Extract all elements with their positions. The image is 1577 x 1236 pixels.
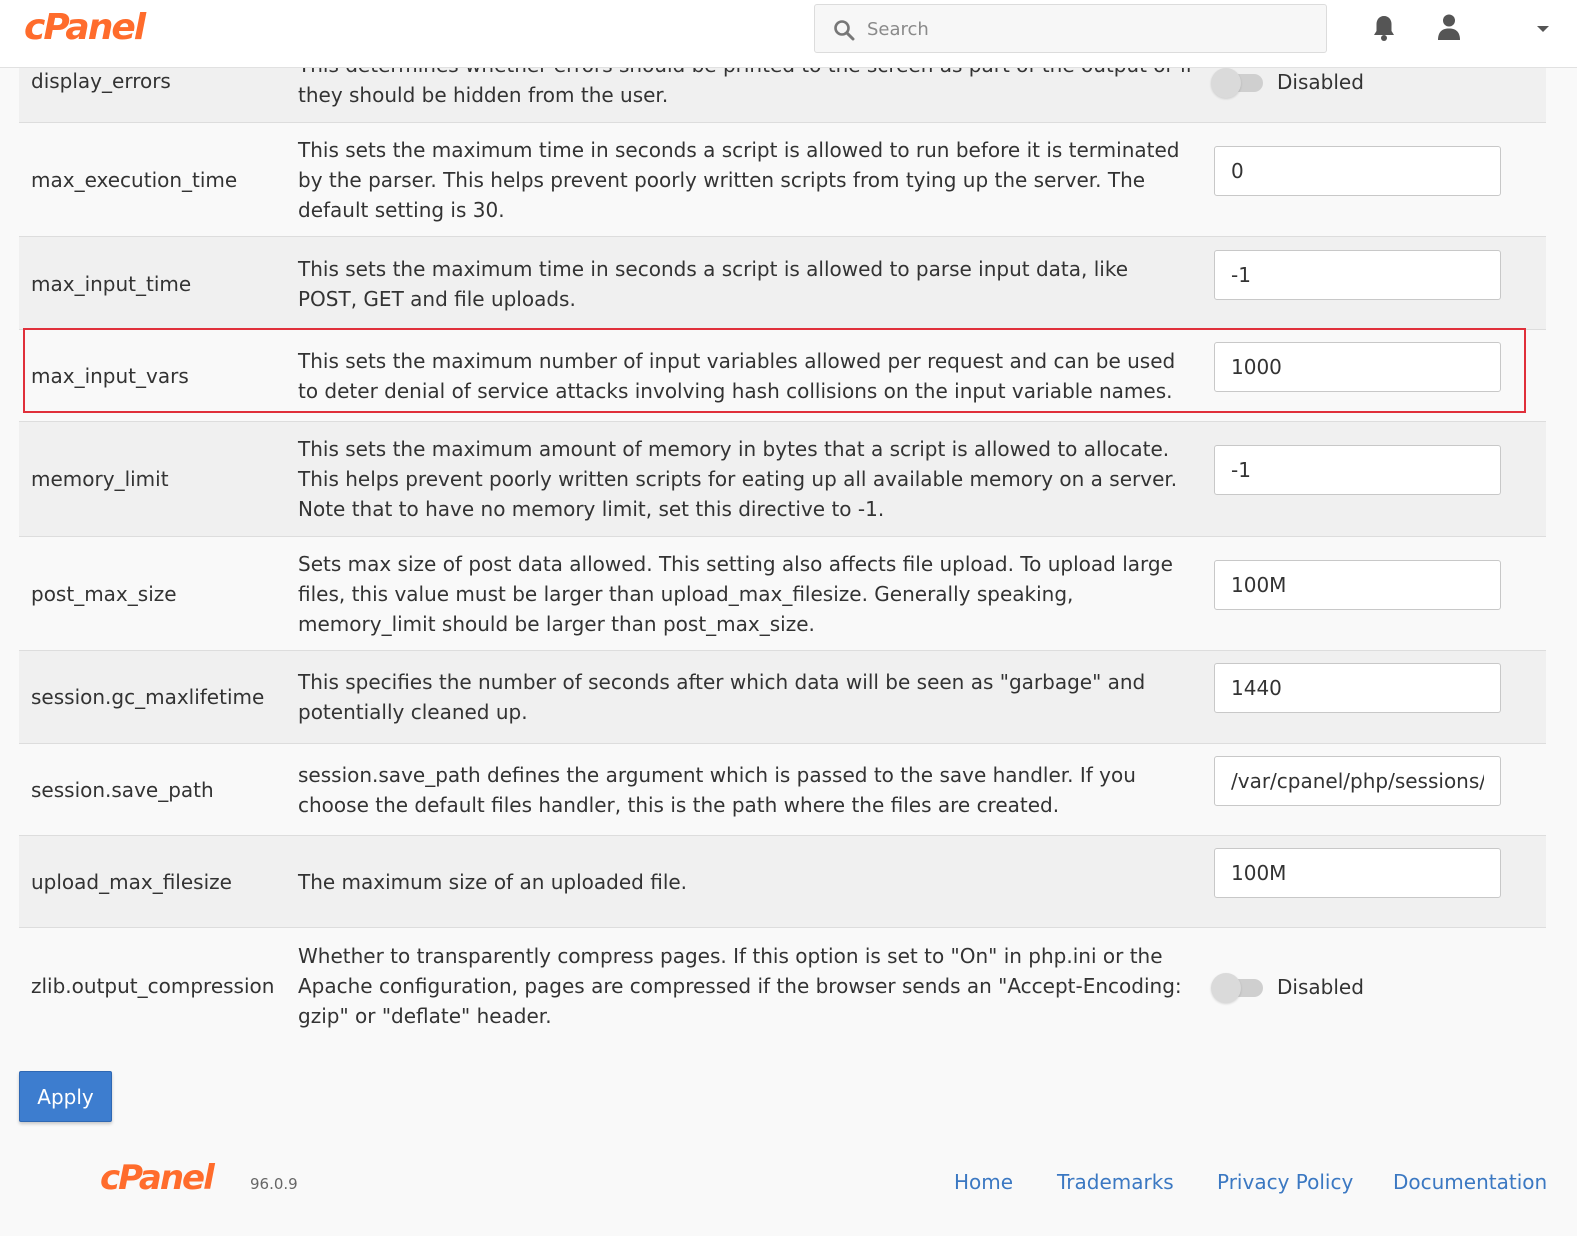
directive-name: post_max_size xyxy=(31,582,177,606)
directive-description: Sets max size of post data allowed. This setting also affects file upload. To upload large files, this value must be larger than upload_max_filesize. Generally speaking, memory_limit should be larger than post_max_size. xyxy=(298,552,1173,636)
toggle-state-label: Disabled xyxy=(1277,70,1364,94)
footer-link-trademarks[interactable]: Trademarks xyxy=(1057,1170,1174,1194)
apply-button[interactable]: Apply xyxy=(19,1071,112,1122)
directive-description: This sets the maximum number of input variables allowed per request and can be used to deter denial of service attacks involving hash collisions on the input variable names. xyxy=(298,349,1176,403)
directive-description: The maximum size of an uploaded file. xyxy=(298,870,688,894)
directive-name: max_execution_time xyxy=(31,168,238,192)
memory-limit-input[interactable] xyxy=(1214,445,1501,495)
footer-link-privacy-policy[interactable]: Privacy Policy xyxy=(1217,1170,1354,1194)
zlib-output-compression-toggle[interactable] xyxy=(1211,973,1267,1001)
table-row xyxy=(19,122,1546,236)
user-icon[interactable] xyxy=(1437,13,1461,41)
top-navbar xyxy=(0,0,1577,68)
directive-name: session.save_path xyxy=(31,778,214,802)
max-input-time-input[interactable] xyxy=(1214,250,1501,300)
display-errors-toggle[interactable] xyxy=(1211,68,1267,96)
upload-max-filesize-input[interactable] xyxy=(1214,848,1501,898)
table-row xyxy=(19,927,1546,1042)
table-row xyxy=(19,650,1546,743)
search-icon xyxy=(833,19,855,41)
footer-link-documentation[interactable]: Documentation xyxy=(1393,1170,1548,1194)
search-input[interactable] xyxy=(865,5,1309,54)
directive-name: display_errors xyxy=(31,69,171,93)
directive-description: This specifies the number of seconds after which data will be seen as "garbage" and potentially cleaned up. xyxy=(298,670,1146,724)
cpanel-logo[interactable]: cPanel xyxy=(24,7,145,48)
table-row xyxy=(19,421,1546,536)
toggle-state-label: Disabled xyxy=(1277,975,1364,999)
directive-description: This sets the maximum time in seconds a script is allowed to run before it is terminated by the parser. This helps prevent poorly written scripts from tying up the server. The default setting is 30. xyxy=(298,138,1180,222)
directive-name: max_input_time xyxy=(31,272,192,296)
table-row xyxy=(19,236,1546,329)
table-row xyxy=(19,536,1546,650)
directive-description: session.save_path defines the argument which is passed to the save handler. If you choose the default files handler, this is the path where the files are created. xyxy=(298,763,1136,817)
chevron-down-icon[interactable] xyxy=(1536,25,1550,34)
table-row xyxy=(19,835,1546,927)
max-input-vars-input[interactable] xyxy=(1214,342,1501,392)
session-gc-maxlifetime-input[interactable] xyxy=(1214,663,1501,713)
max-execution-time-input[interactable] xyxy=(1214,146,1501,196)
search-box[interactable] xyxy=(814,4,1327,53)
session-save-path-input[interactable] xyxy=(1214,756,1501,806)
directive-name: max_input_vars xyxy=(31,364,189,388)
directive-name: zlib.output_compression xyxy=(31,974,275,998)
directive-name: session.gc_maxlifetime xyxy=(31,685,265,709)
footer-logo: cPanel xyxy=(100,1158,213,1198)
directive-name: memory_limit xyxy=(31,467,169,491)
directive-description: This sets the maximum amount of memory in bytes that a script is allowed to allocate. This helps prevent poorly written scripts for eating up all available memory on a server. Note that to have no memory limit, set this directive to -1. xyxy=(298,437,1178,521)
directive-description: This sets the maximum time in seconds a script is allowed to parse input data, like POST, GET and file uploads. xyxy=(298,257,1129,311)
directive-description: Whether to transparently compress pages. If this option is set to "On" in php.ini or the Apache configuration, pages are compressed if the browser sends an "Accept-Encoding: gzip" or "deflate" header. xyxy=(298,944,1182,1028)
footer-link-home[interactable]: Home xyxy=(954,1170,1014,1194)
directive-name: upload_max_filesize xyxy=(31,870,232,894)
table-row xyxy=(19,329,1546,421)
post-max-size-input[interactable] xyxy=(1214,560,1501,610)
table-row xyxy=(19,743,1546,835)
version-number: 96.0.9 xyxy=(250,1175,298,1193)
bell-icon[interactable] xyxy=(1372,14,1396,42)
directive-description: they should be hidden from the user. xyxy=(298,83,669,107)
